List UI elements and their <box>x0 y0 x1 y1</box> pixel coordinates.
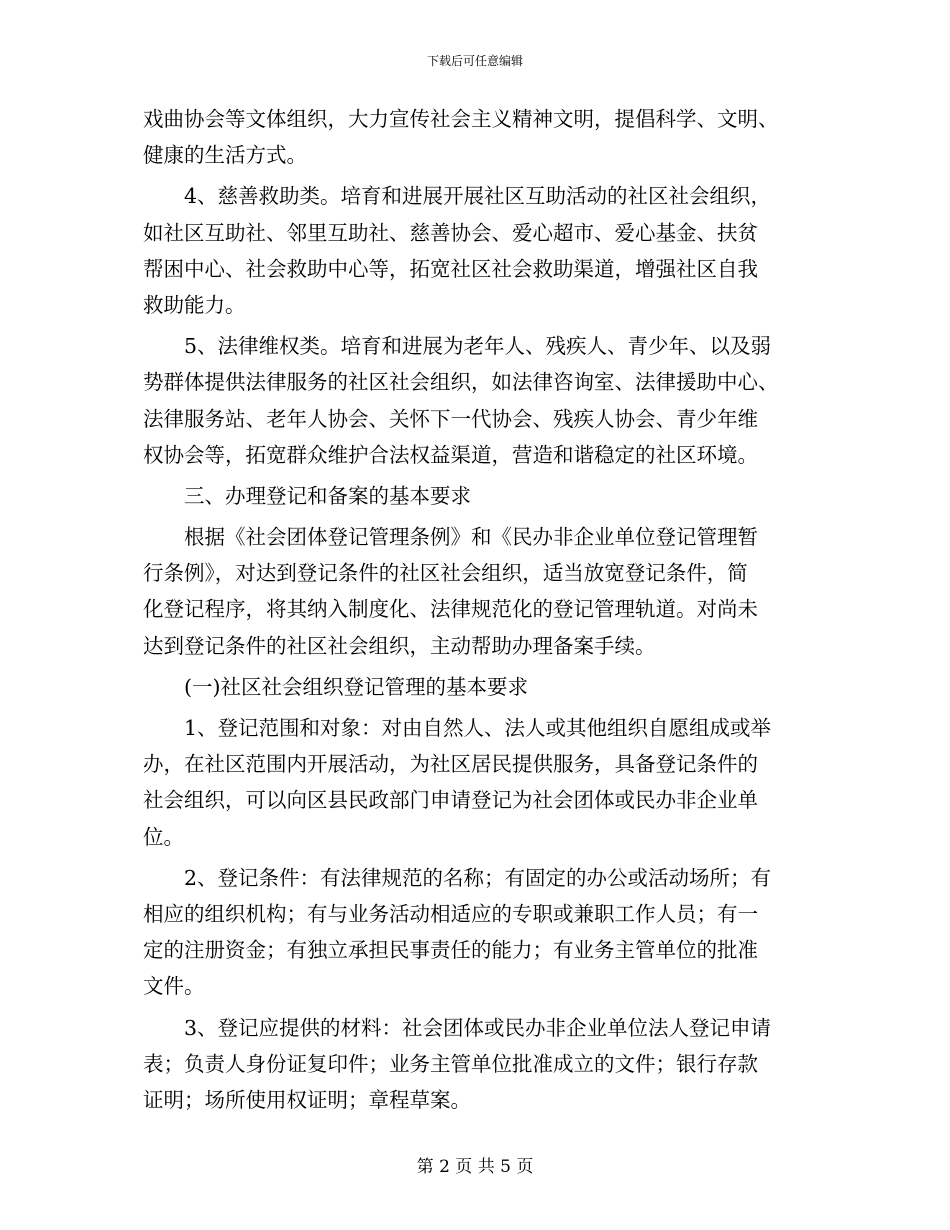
text-line: 5、法律维权类。培育和进展为老年人、残疾人、青少年、以及弱 <box>184 334 772 359</box>
text-line: 戏曲协会等文体组织，大力宣传社会主义精神文明，提倡科学、文明、 <box>143 107 779 131</box>
text-line: 如社区互助社、邻里互助社、慈善协会、爱心超市、爱心基金、扶贫 <box>143 220 758 245</box>
text-line: 3、登记应提供的材料：社会团体或民办非企业单位法人登记申请 <box>184 1015 772 1040</box>
text-line: 救助能力。 <box>143 292 246 317</box>
subsection-heading <box>143 669 808 705</box>
text-line: 行条例》，对达到登记条件的社区社会组织，适当放宽登记条件，简 <box>143 561 748 586</box>
page-number: 第 2 页 共 5 页 <box>416 1157 534 1177</box>
text-line: (一)社区社会组织登记管理的基本要求 <box>184 674 528 699</box>
paragraph <box>143 710 808 855</box>
text-line: 健康的生活方式。 <box>143 143 307 168</box>
paragraph <box>143 178 808 323</box>
text-line: 证明；场所使用权证明；章程草案。 <box>143 1087 471 1112</box>
text-line: 帮困中心、社会救助中心等，拓宽社区社会救助渠道，增强社区自我 <box>143 256 758 281</box>
text-line: 定的注册资金；有独立承担民事责任的能力；有业务主管单位的批准 <box>143 938 758 963</box>
paragraph <box>143 101 808 173</box>
text-line: 权协会等，拓宽群众维护合法权益渠道，营造和谐稳定的社区环境。 <box>143 442 758 467</box>
document-body <box>143 101 808 1118</box>
text-line: 相应的组织机构；有与业务活动相适应的专职或兼职工作人员；有一 <box>143 901 758 926</box>
text-line: 根据《社会团体登记管理条例》和《民办非企业单位登记管理暂 <box>184 525 758 550</box>
text-line: 化登记程序，将其纳入制度化、法律规范化的登记管理轨道。对尚未 <box>143 597 758 622</box>
text-line: 文件。 <box>143 974 205 999</box>
text-line: 2、登记条件：有法律规范的名称；有固定的办公或活动场所；有 <box>184 865 772 890</box>
paragraph <box>143 519 808 664</box>
text-line: 办，在社区范围内开展活动，为社区居民提供服务，具备登记条件的 <box>143 752 758 777</box>
text-line: 法律服务站、老年人协会、关怀下一代协会、残疾人协会、青少年维 <box>143 406 758 431</box>
text-line: 社会组织，可以向区县民政部门申请登记为社会团体或民办非企业单 <box>143 788 758 813</box>
paragraph <box>143 1010 808 1119</box>
paragraph <box>143 860 808 1005</box>
section-heading <box>143 478 808 514</box>
text-line: 表；负责人身份证复印件；业务主管单位批准成立的文件；银行存款 <box>143 1051 758 1076</box>
text-line: 1、登记范围和对象：对由自然人、法人或其他组织自愿组成或举 <box>184 716 772 740</box>
text-line: 三、办理登记和备案的基本要求 <box>184 483 471 508</box>
paragraph <box>143 328 808 473</box>
page-header: 下载后可任意编辑 <box>426 54 523 68</box>
text-line: 4、慈善救助类。培育和进展开展社区互助活动的社区社会组织， <box>184 184 772 209</box>
text-line: 势群体提供法律服务的社区社会组织，如法律咨询室、法律援助中心、 <box>143 370 779 395</box>
text-line: 达到登记条件的社区社会组织，主动帮助办理备案手续。 <box>143 633 656 658</box>
text-line: 位。 <box>143 824 184 849</box>
